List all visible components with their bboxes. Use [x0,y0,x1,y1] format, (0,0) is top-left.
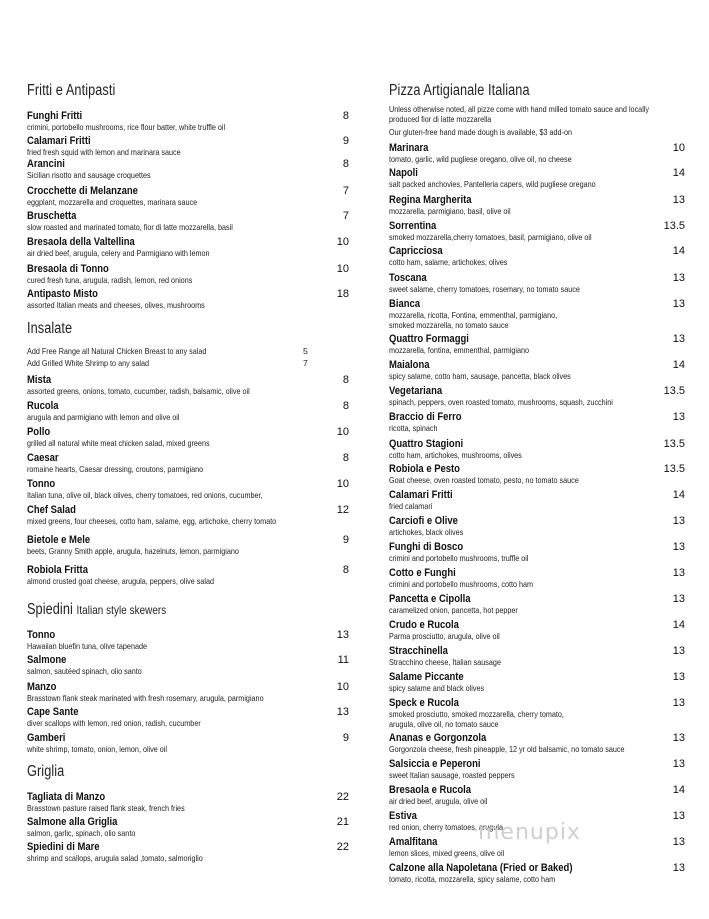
item-name: Pancetta e Cipolla [389,593,471,605]
menu-item [27,629,349,651]
item-desc: arugula and parmigiano with lemon and olive oil [27,412,180,422]
item-name: Capricciosa [389,245,443,257]
item-price: 14 [672,489,685,501]
menu-item [389,593,685,615]
item-price: 8 [342,452,349,464]
item-desc: Goat cheese, oven roasted tomato, pesto, no tomato sauce [389,475,579,485]
menu-item [27,426,349,448]
item-price: 13 [672,810,685,822]
menu-item [389,463,685,485]
menu-item [389,167,685,189]
item-desc-line2: arugula, olive oil, no tomato sauce [389,719,499,729]
item-price: 13 [672,758,685,770]
item-price: 13.5 [663,385,685,397]
item-name: Napoli [389,167,418,179]
menu-item [27,210,349,232]
item-price: 13 [336,706,349,718]
menu-item [27,732,349,754]
item-desc: tomato, garlic, wild pugliese oregano, olive oil, no cheese [389,154,572,164]
item-name: Regina Margherita [389,194,472,206]
section-title: Insalate [27,320,73,337]
item-name: Pollo [27,426,51,438]
menu-item [27,158,349,180]
section-title-text: Spiedini [27,601,73,618]
section-title: Griglia [27,763,65,780]
menu-item [389,619,685,641]
item-name: Maialona [389,359,430,371]
item-name: Tonno [27,478,56,490]
section-title: Fritti e Antipasti [27,82,116,99]
item-desc: slow roasted and marinated tomato, fior di latte mozzarella, basil [27,222,233,232]
item-price: 22 [336,791,349,803]
item-name: Mista [27,374,52,386]
item-desc: artichokes, black olives [389,527,464,537]
item-name: Sorrentina [389,220,437,232]
item-desc: Sicilian risotto and sausage croquettes [27,170,151,180]
item-name: Manzo [27,681,57,693]
item-desc: beets, Granny Smith apple, arugula, hazelnuts, lemon, parmigiano [27,546,239,556]
item-name: Crudo e Rucola [389,619,459,631]
item-name: Salsiccia e Peperoni [389,758,481,770]
item-name: Rucola [27,400,59,412]
menu-item [389,515,685,537]
item-desc: mozzarella, ricotta, Fontina, emmenthal, parmigiano, [389,310,558,320]
item-name: Cotto e Funghi [389,567,456,579]
item-desc: mixed greens, four cheeses, cotto ham, salame, egg, artichoke, cherry tomato [27,516,277,526]
item-name: Toscana [389,272,427,284]
menu-item [27,504,349,526]
menu-item [27,816,349,838]
item-name: Braccio di Ferro [389,411,462,423]
section-griglia [27,763,349,781]
item-price: 9 [342,534,349,546]
menu-item [27,374,349,396]
item-price: 7 [342,185,349,197]
menu-item [389,862,685,884]
item-name: Marinara [389,142,429,154]
item-price: 13 [672,298,685,310]
item-price: 13 [672,836,685,848]
salad-addon-note [27,358,349,368]
menu-item [27,236,349,258]
item-desc: eggplant, mozzarella and croquettes, marinara sauce [27,197,198,207]
item-desc: white shrimp, tomato, onion, lemon, olive oil [27,744,168,754]
item-desc: fried fresh squid with lemon and marinara sauce [27,147,181,157]
item-name: Chef Salad [27,504,76,516]
gluten-free-note: Our gluten-free hand made dough is available, $3 add-on [389,127,573,137]
item-name: Stracchinella [389,645,448,657]
item-name: Robiola e Pesto [389,463,460,475]
item-name: Salmone alla Griglia [27,816,118,828]
item-price: 10 [672,142,685,154]
item-name: Gamberi [27,732,66,744]
item-desc: assorted greens, onions, tomato, cucumber, radish, balsamic, olive oil [27,386,250,396]
item-desc: cured fresh tuna, arugula, radish, lemon, red onions [27,275,193,285]
item-price: 13 [672,194,685,206]
menu-item [389,541,685,563]
item-name: Crocchette di Melanzane [27,185,138,197]
salad-addon-note [27,346,349,356]
item-name: Calamari Fritti [27,135,91,147]
menu-item [27,185,349,207]
menu-item [389,697,685,729]
section-title: Pizza Artigianale Italiana [389,82,530,99]
item-name: Amalfitana [389,836,438,848]
item-price: 14 [672,359,685,371]
item-price: 13 [672,272,685,284]
menu-item [389,194,685,216]
menu-item [27,791,349,813]
item-price: 8 [342,564,349,576]
item-name: Caesar [27,452,59,464]
menu-item [389,142,685,164]
menu-item [389,784,685,806]
item-price: 8 [342,110,349,122]
item-price: 13.5 [663,438,685,450]
item-price: 10 [336,426,349,438]
item-desc: spicy salame and black olives [389,683,485,693]
item-desc: mozzarella, fontina, emmenthal, parmigiano [389,345,530,355]
section-spiedini [27,601,349,619]
item-price: 8 [342,158,349,170]
item-name: Bresaola di Tonno [27,263,109,275]
item-price: 14 [672,245,685,257]
item-name: Estiva [389,810,417,822]
item-name: Salame Piccante [389,671,464,683]
menu-item [389,732,685,754]
item-name: Bresaola e Rucola [389,784,472,796]
menu-item [389,220,685,242]
item-price: 13.5 [663,463,685,475]
item-desc: romaine hearts, Caesar dressing, croutons, parmigiano [27,464,204,474]
item-name: Vegetariana [389,385,443,397]
menu-item [389,567,685,589]
menu-item [389,489,685,511]
item-name: Cape Sante [27,706,79,718]
item-name: Funghi Fritti [27,110,83,122]
item-price: 14 [672,167,685,179]
item-desc: spicy salame, cotto ham, sausage, pancetta, black olives [389,371,571,381]
menu-item [389,645,685,667]
section-subtitle: Italian style skewers [76,603,167,617]
menu-item [27,400,349,422]
item-desc: lemon slices, mixed greens, olive oil [389,848,505,858]
item-name: Robiola Fritta [27,564,88,576]
item-desc: sweet Italian sausage, roasted peppers [389,770,515,780]
item-desc: air dried beef, arugula, celery and Parmigiano with lemon [27,248,210,258]
menu-item [389,438,685,460]
item-name: Speck e Rucola [389,697,459,709]
section-insalate [27,320,349,338]
item-name: Arancini [27,158,65,170]
item-desc: red onion, cherry tomatoes, arugula [389,822,503,832]
item-price: 13.5 [663,220,685,232]
menu-item [389,758,685,780]
item-name: Tagliata di Manzo [27,791,106,803]
menu-item [27,681,349,703]
item-desc: cotto ham, artichokes, mushrooms, olives [389,450,522,460]
intro-line: produced fior di latte mozzarella [389,114,492,124]
item-name: Salmone [27,654,67,666]
item-price: 13 [672,541,685,553]
item-price: 18 [336,288,349,300]
menu-item [389,298,685,330]
item-price: 13 [672,515,685,527]
item-price: 13 [336,629,349,641]
item-price: 10 [336,478,349,490]
item-desc: cotto ham, salame, artichokes, olives [389,257,508,267]
item-price: 13 [672,411,685,423]
menu-item [27,654,349,676]
menu-item [27,564,349,586]
menu-item [27,706,349,728]
item-desc: salmon, sautéed spinach, olio santo [27,666,142,676]
pizza-intro [389,104,685,137]
menu-item [27,288,349,310]
menu-item [27,135,349,157]
item-name: Bietole e Mele [27,534,91,546]
item-price: 13 [672,862,685,874]
note-price: 7 [303,358,308,368]
item-price: 13 [672,333,685,345]
item-desc: mozzarella, parmigiano, basil, olive oil [389,206,511,216]
item-desc: Brasstown flank steak marinated with fresh rosemary, arugula, parmigiano [27,693,264,703]
item-desc: almond crusted goat cheese, arugula, peppers, olive salad [27,576,215,586]
item-price: 14 [672,619,685,631]
item-price: 9 [342,135,349,147]
item-desc: grilled all natural white meat chicken salad, mixed greens [27,438,210,448]
menu-item [27,534,349,556]
item-price: 9 [342,732,349,744]
item-price: 12 [336,504,349,516]
menu-item [389,359,685,381]
item-price: 10 [336,681,349,693]
intro-line: Unless otherwise noted, all pizze come with hand milled tomato sauce and locally [389,104,650,114]
item-price: 10 [336,263,349,275]
item-desc: Gorgonzola cheese, fresh pineapple, 12 yr old balsamic, no tomato sauce [389,744,625,754]
item-desc: crimini, portobello mushrooms, rice flour batter, white truffle oil [27,122,226,132]
item-name: Spiedini di Mare [27,841,100,853]
item-desc: smoked mozzarella,cherry tomatoes, basil, parmigiano, olive oil [389,232,592,242]
item-name: Calamari Fritti [389,489,453,501]
item-desc: air dried beef, arugula, olive oil [389,796,488,806]
item-price: 21 [336,816,349,828]
item-desc-line2: smoked mozzarella, no tomato sauce [389,320,509,330]
item-desc: tomato, ricotta, mozzarella, spicy salame, cotto ham [389,874,556,884]
item-price: 14 [672,784,685,796]
item-name: Ananas e Gorgonzola [389,732,487,744]
item-desc: Hawaiian bluefin tuna, olive tapenade [27,641,148,651]
note-price: 5 [303,346,308,356]
menu-item [27,452,349,474]
item-name: Antipasto Misto [27,288,98,300]
item-price: 11 [337,654,349,666]
item-desc: ricotta, spinach [389,423,438,433]
menu-item [389,385,685,407]
menu-item [27,841,349,863]
menu-item [27,110,349,132]
item-price: 13 [672,697,685,709]
item-desc: Italian tuna, olive oil, black olives, cherry tomatoes, red onions, cucumber, [27,490,263,500]
menu-item [27,478,349,500]
item-name: Bianca [389,298,421,310]
item-price: 13 [672,732,685,744]
item-name: Bruschetta [27,210,77,222]
item-price: 13 [672,567,685,579]
menu-item [389,333,685,355]
item-price: 13 [672,671,685,683]
item-desc: crimini and portobello mushrooms, truffle oil [389,553,529,563]
item-desc: shrimp and scallops, arugula salad ,tomato, salmoriglio [27,853,203,863]
item-desc: Stracchino cheese, Italian sausage [389,657,501,667]
item-name: Tonno [27,629,56,641]
menu-item [389,671,685,693]
menu-item [389,245,685,267]
item-price: 8 [342,374,349,386]
section-fritti [27,82,349,100]
item-desc: Parma prosciutto, arugula, olive oil [389,631,500,641]
item-desc: caramelized onion, pancetta, hot pepper [389,605,518,615]
item-desc: Brasstown pasture raised flank steak, french fries [27,803,185,813]
item-desc: smoked prosciutto, smoked mozzarella, cherry tomato, [389,709,564,719]
item-desc: spinach, peppers, oven roasted tomato, mushrooms, squash, zucchini [389,397,613,407]
menu-item [27,263,349,285]
note-text: Add Free Range all Natural Chicken Breast to any salad [27,346,207,356]
section-title [27,601,291,619]
item-desc: diver scallops with lemon, red onion, radish, cucumber [27,718,201,728]
menu-item [389,272,685,294]
item-name: Carciofi e Olive [389,515,458,527]
item-desc: salt packed anchovies, Pantelleria capers, wild pugliese oregano [389,179,596,189]
item-desc: crimini and portobello mushrooms, cotto ham [389,579,534,589]
item-price: 7 [342,210,349,222]
item-price: 22 [336,841,349,853]
item-desc: sweet salame, cherry tomatoes, rosemary, no tomato sauce [389,284,580,294]
item-name: Quattro Formaggi [389,333,469,345]
note-text: Add Grilled White Shrimp to any salad [27,358,149,368]
item-price: 13 [672,593,685,605]
item-desc: salmon, garlic, spinach, olio santo [27,828,136,838]
item-desc: fried calamari [389,501,433,511]
menu-item [389,411,685,433]
item-name: Bresaola della Valtellina [27,236,135,248]
item-name: Quattro Stagioni [389,438,464,450]
item-price: 8 [342,400,349,412]
menupix-watermark: menupix [478,820,581,845]
item-price: 13 [672,645,685,657]
item-price: 10 [336,236,349,248]
item-name: Calzone alla Napoletana (Fried or Baked) [389,862,573,874]
item-desc: assorted Italian meats and cheeses, olives, mushrooms [27,300,205,310]
item-name: Funghi di Bosco [389,541,464,553]
section-pizza [389,82,685,100]
